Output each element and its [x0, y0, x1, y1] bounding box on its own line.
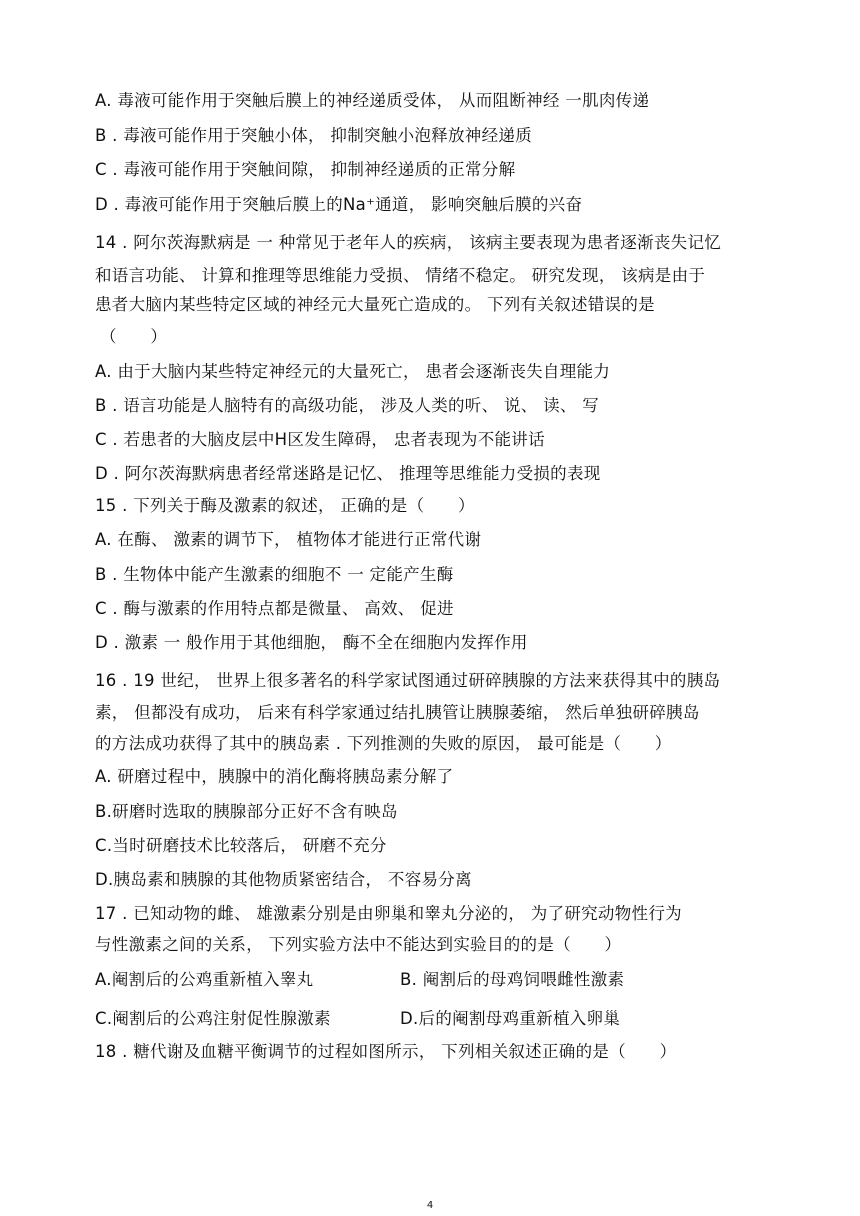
q17-option-a: A.阉割后的公鸡重新植入睾丸: [95, 970, 314, 989]
q14-stem-line-1: 14 . 阿尔茨海默病是 一 种常见于老年人的疾病， 该病主要表现为患者逐渐丧失记忆: [95, 233, 722, 252]
q16-option-c: C.当时研磨技术比较落后， 研磨不充分: [95, 836, 387, 855]
q13-option-b: B . 毒液可能作用于突触小体， 抑制突触小泡释放神经递质: [95, 126, 532, 145]
q17-stem-line-2: 与性激素之间的关系， 下列实验方法中不能达到实验目的的是（ ）: [95, 935, 622, 954]
q15-stem: 15 . 下列关于酶及激素的叙述， 正确的是（ ）: [95, 496, 475, 515]
q16-stem-line-2: 素， 但都没有成功， 后来有科学家通过结扎胰管让胰腺萎缩， 然后单独研碎胰岛: [95, 703, 700, 722]
q14-stem-line-3: 患者大脑内某些特定区域的神经元大量死亡造成的。 下列有关叙述错误的是: [95, 295, 655, 314]
q14-stem-line-2: 和语言功能、 计算和推理等思维能力受损、 情绪不稳定。 研究发现， 该病是由于: [95, 266, 706, 285]
q16-option-b: B.研磨时选取的胰腺部分正好不含有映岛: [95, 802, 398, 821]
q14-answer-blank: （ ）: [100, 327, 168, 346]
q14-option-a: A. 由于大脑内某些特定神经元的大量死亡， 患者会逐渐丧失自理能力: [95, 362, 611, 381]
q14-option-d: D . 阿尔茨海默病患者经常迷路是记忆、 推理等思维能力受损的表现: [95, 464, 601, 483]
q14-option-c: C . 若患者的大脑皮层中H区发生障碍， 忠者表现为不能讲话: [95, 430, 545, 449]
q13-option-a: A. 毒液可能作用于突触后膜上的神经递质受体， 从而阻断神经 一肌肉传递: [95, 91, 650, 110]
page-number: 4: [426, 1200, 434, 1211]
q16-option-d: D.胰岛素和胰腺的其他物质紧密结合， 不容易分离: [95, 870, 472, 889]
q15-option-a: A. 在酶、 激素的调节下， 植物体才能进行正常代谢: [95, 530, 482, 549]
q16-option-a: A. 研磨过程中，胰腺中的消化酶将胰岛素分解了: [95, 767, 454, 786]
q13-option-d: D . 毒液可能作用于突触后膜上的Na⁺通道， 影响突触后膜的兴奋: [95, 195, 583, 214]
q18-stem: 18 . 糖代谢及血糖平衡调节的过程如图所示， 下列相关叙述正确的是（ ）: [95, 1042, 677, 1061]
q15-option-c: C . 酶与激素的作用特点都是微量、 高效、 促进: [95, 599, 454, 618]
q17-stem-line-1: 17 . 已知动物的雌、 雄激素分别是由卵巢和睾丸分泌的， 为了研究动物性行为: [95, 904, 682, 923]
q14-option-b: B . 语言功能是人脑特有的高级功能， 涉及人类的听、 说、 读、 写: [95, 396, 600, 415]
q17-option-b: B. 阉割后的母鸡饲喂雌性激素: [400, 970, 625, 989]
q16-stem-line-3: 的方法成功获得了其中的胰岛素 . 下列推测的失败的原因， 最可能是（ ）: [95, 734, 672, 753]
q17-option-d: D.后的阉割母鸡重新植入卵巢: [400, 1009, 621, 1028]
q15-option-b: B . 生物体中能产生激素的细胞不 一 定能产生酶: [95, 565, 454, 584]
q16-stem-line-1: 16 . 19 世纪， 世界上很多著名的科学家试图通过研碎胰腺的方法来获得其中的胰岛: [95, 671, 721, 690]
q17-option-c: C.阉割后的公鸡注射促性腺激素: [95, 1009, 331, 1028]
q15-option-d: D . 激素 一 般作用于其他细胞， 酶不全在细胞内发挥作用: [95, 633, 528, 652]
q13-option-c: C . 毒液可能作用于突触间隙， 抑制神经递质的正常分解: [95, 160, 516, 179]
